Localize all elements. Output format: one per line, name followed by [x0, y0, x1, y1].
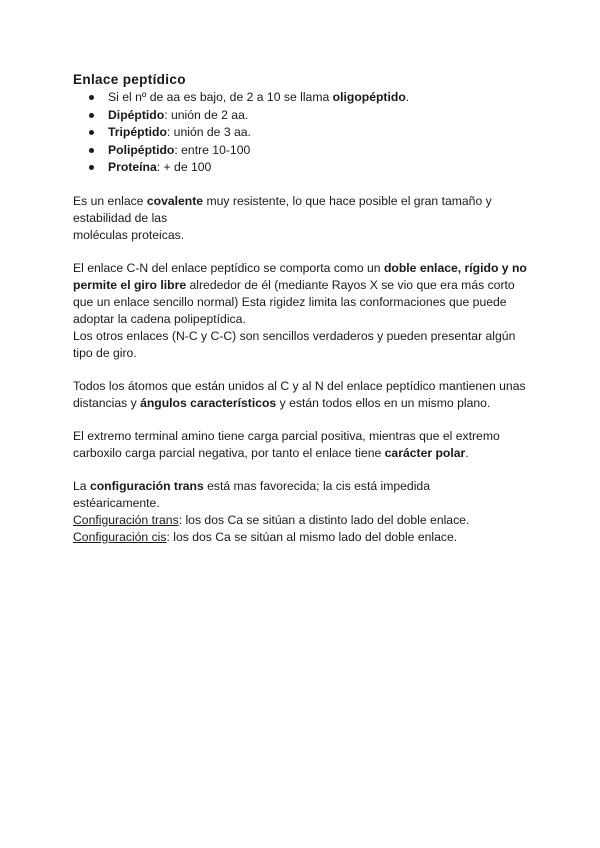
- list-item-bold: Tripéptido: [108, 125, 167, 139]
- list-item: [89, 142, 533, 160]
- text-run: estéaricamente.: [73, 495, 160, 510]
- text-run: Es un enlace: [73, 193, 147, 208]
- spacer: [73, 412, 533, 428]
- text-run: El enlace C-N del enlace peptídico se comporta como un: [73, 260, 384, 275]
- text-run: Los otros enlaces (N-C y C-C) son sencillos verdaderos y pueden presentar algún tipo de giro.: [73, 328, 516, 360]
- paragraph-angles: [73, 378, 533, 412]
- bold-run: doble enlace, rígido y no permite el giro libre: [73, 260, 527, 292]
- paragraph-polar: [73, 428, 533, 462]
- bullet-dot-icon: [89, 165, 94, 170]
- spacer: [73, 177, 533, 193]
- text-run: moléculas proteicas.: [73, 227, 185, 242]
- paragraph-configuration: [73, 478, 533, 546]
- bold-run: covalente: [146, 193, 204, 208]
- list-item: [89, 89, 533, 107]
- list-item-text: .: [405, 90, 410, 104]
- document-page: [73, 70, 533, 546]
- list-item-text: : + de 100: [156, 160, 212, 174]
- spacer: [73, 362, 533, 378]
- list-item-text: : unión de 3 aa.: [166, 125, 251, 139]
- bullet-dot-icon: [89, 113, 94, 118]
- text-run: Todos los átomos que están unidos al C y al N del enlace peptídico mantienen unas distancias y: [73, 378, 526, 410]
- text-run: y están todos ellos en un mismo plano.: [276, 395, 491, 410]
- text-run: : los dos Ca se sitúan a distinto lado del doble enlace.: [178, 512, 470, 527]
- list-item-text: : entre 10-100: [174, 142, 251, 157]
- text-run: alrededor de él (mediante Rayos X se vio que era más corto que un enlace sencillo normal) Esta rigidez limita las conformaciones que puede adoptar la cadena polipeptídica.: [73, 277, 515, 326]
- text-run: está mas favorecida; la cis está impedida: [203, 478, 430, 493]
- text-run: muy resistente, lo que hace posible el gran tamaño y estabilidad de las: [73, 193, 492, 225]
- document-title: Enlace peptídico: [73, 72, 186, 87]
- bold-run: ángulos característicos: [140, 395, 277, 410]
- list-item-bold: oligopéptido: [332, 90, 406, 104]
- bold-run: configuración trans: [89, 478, 204, 493]
- spacer: [73, 244, 533, 260]
- paragraph-double-bond: [73, 260, 533, 362]
- list-item-text: : unión de 2 aa.: [164, 107, 249, 122]
- bullet-dot-icon: [89, 148, 94, 153]
- bullet-dot-icon: [89, 130, 94, 135]
- underlined-label-trans: Configuración trans: [73, 512, 179, 527]
- list-item: [89, 159, 533, 177]
- list-item-bold: Polipéptido: [108, 142, 175, 157]
- list-item: [89, 124, 533, 142]
- list-item-bold: Dipéptido: [108, 107, 165, 122]
- list-item: [89, 107, 533, 125]
- bullet-list: [73, 89, 533, 177]
- text-run: : los dos Ca se sitúan al mismo lado del doble enlace.: [166, 529, 458, 544]
- list-item-bold: Proteína: [108, 160, 157, 174]
- text-run: .: [465, 445, 469, 460]
- spacer: [73, 462, 533, 478]
- text-run: La: [73, 478, 90, 493]
- underlined-label-cis: Configuración cis: [73, 529, 167, 544]
- list-item-text: Si el nº de aa es bajo, de 2 a 10 se llama: [108, 90, 333, 104]
- bullet-dot-icon: [89, 95, 94, 100]
- bold-run: carácter polar: [384, 445, 466, 460]
- text-run: El extremo terminal amino tiene carga parcial positiva, mientras que el extremo carboxilo carga parcial negativa, por tanto el enlace tiene: [73, 428, 500, 460]
- paragraph-covalent: [73, 193, 533, 244]
